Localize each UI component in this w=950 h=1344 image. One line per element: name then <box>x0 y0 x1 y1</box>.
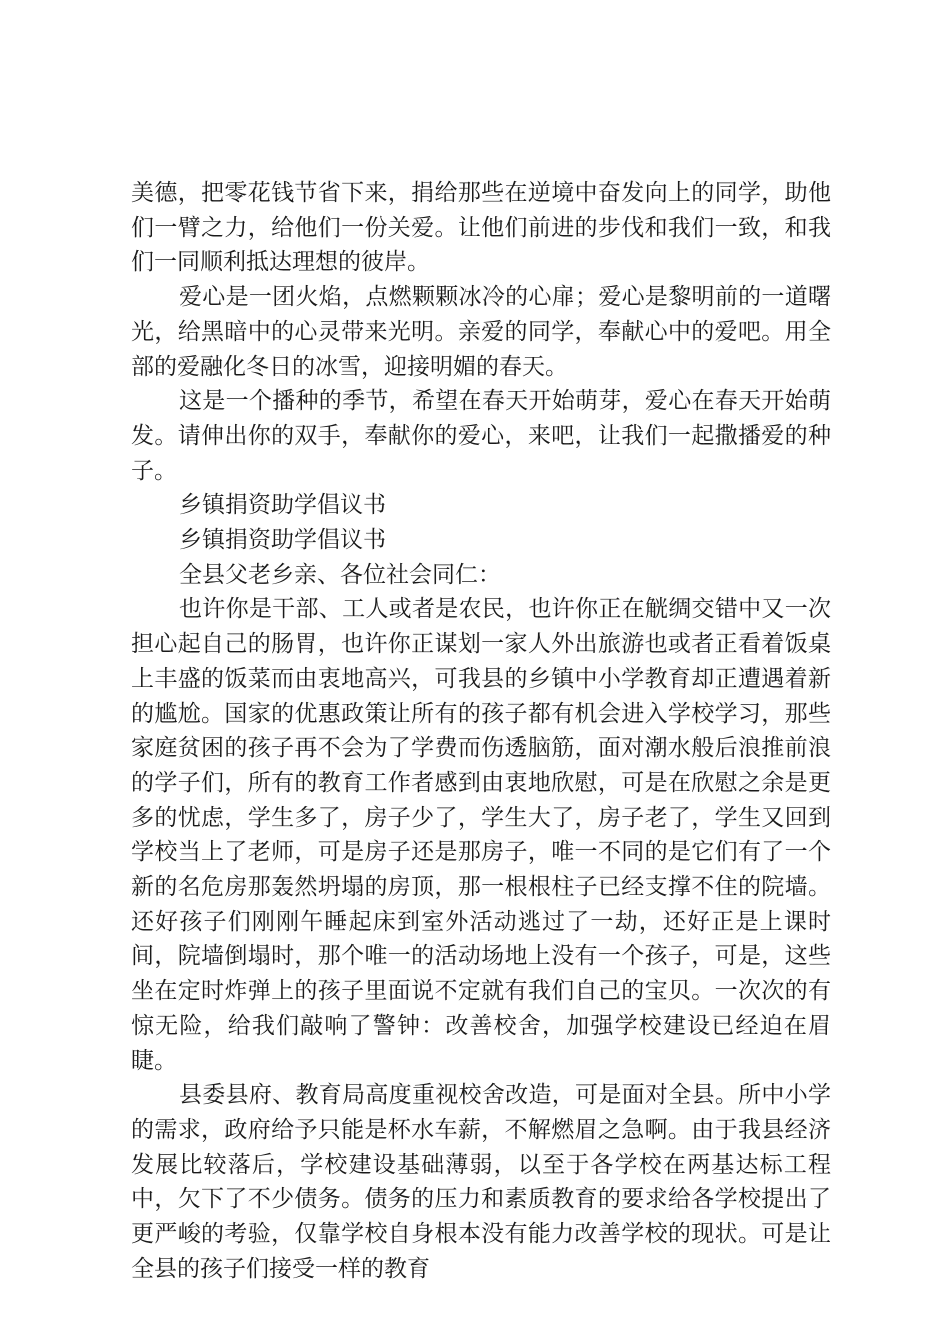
paragraph-love-flame: 爱心是一团火焰，点燃颗颗冰冷的心扉；爱心是黎明前的一道曙光，给黑暗中的心灵带来光明。亲爱的同学，奉献心中的爱吧。用全部的爱融化冬日的冰雪，迎接明媚的春天。 <box>131 284 831 380</box>
paragraph-continuation: 美德，把零花钱节省下来，捐给那些在逆境中奋发向上的同学，助他们一臂之力，给他们一份关爱。让他们前进的步伐和我们一致，和我们一同顺利抵达理想的彼岸。 <box>131 180 831 276</box>
document-body <box>131 176 831 1287</box>
document-title: 乡镇捐资助学倡议书 <box>179 492 386 519</box>
document-title-repeat: 乡镇捐资助学倡议书 <box>179 527 386 554</box>
paragraph-school-situation: 也许你是干部、工人或者是农民，也许你正在觥绸交错中又一次担心起自己的肠胃，也许你正谋划一家人外出旅游也或者正看着饭桌上丰盛的饭菜而由衷地高兴，可我县的乡镇中小学教育却正遭遇着新的尴尬。国家的优惠政策让所有的孩子都有机会进入学校学习，那些家庭贫困的孩子再不会为了学费而伤透脑筋，面对潮水般后浪推前浪的学子们，所有的教育工作者感到由衷地欣慰，可是在欣慰之余是更多的忧虑，学生多了，房子少了，学生大了，房子老了，学生又回到学校当上了老师，可是房子还是那房子，唯一不同的是它们有了一个新的名危房那轰然坍塌的房顶，那一根根柱子已经支撑不住的院墙。还好孩子们刚刚午睡起床到室外活动逃过了一劫，还好正是上课时间，院墙倒塌时，那个唯一的活动场地上没有一个孩子，可是，这些坐在定时炸弹上的孩子里面说不定就有我们自己的宝贝。一次次的有惊无险，给我们敲响了警钟：改善校舍，加强学校建设已经迫在眉睫。 <box>131 596 831 1074</box>
paragraph-sowing-season: 这是一个播种的季节，希望在春天开始萌芽，爱心在春天开始萌发。请伸出你的双手，奉献你的爱心，来吧，让我们一起撒播爱的种子。 <box>131 388 831 484</box>
salutation: 全县父老乡亲、各位社会同仁： <box>179 561 501 588</box>
paragraph-county-government: 县委县府、教育局高度重视校舍改造，可是面对全县。所中小学的需求，政府给予只能是杯水车薪，不解燃眉之急啊。由于我县经济发展比较落后，学校建设基础薄弱，以至于各学校在两基达标工程中，欠下了不少债务。债务的压力和素质教育的要求给各学校提出了更严峻的考验，仅靠学校自身根本没有能力改善学校的现状。可是让全县的孩子们接受一样的教育 <box>131 1082 831 1282</box>
